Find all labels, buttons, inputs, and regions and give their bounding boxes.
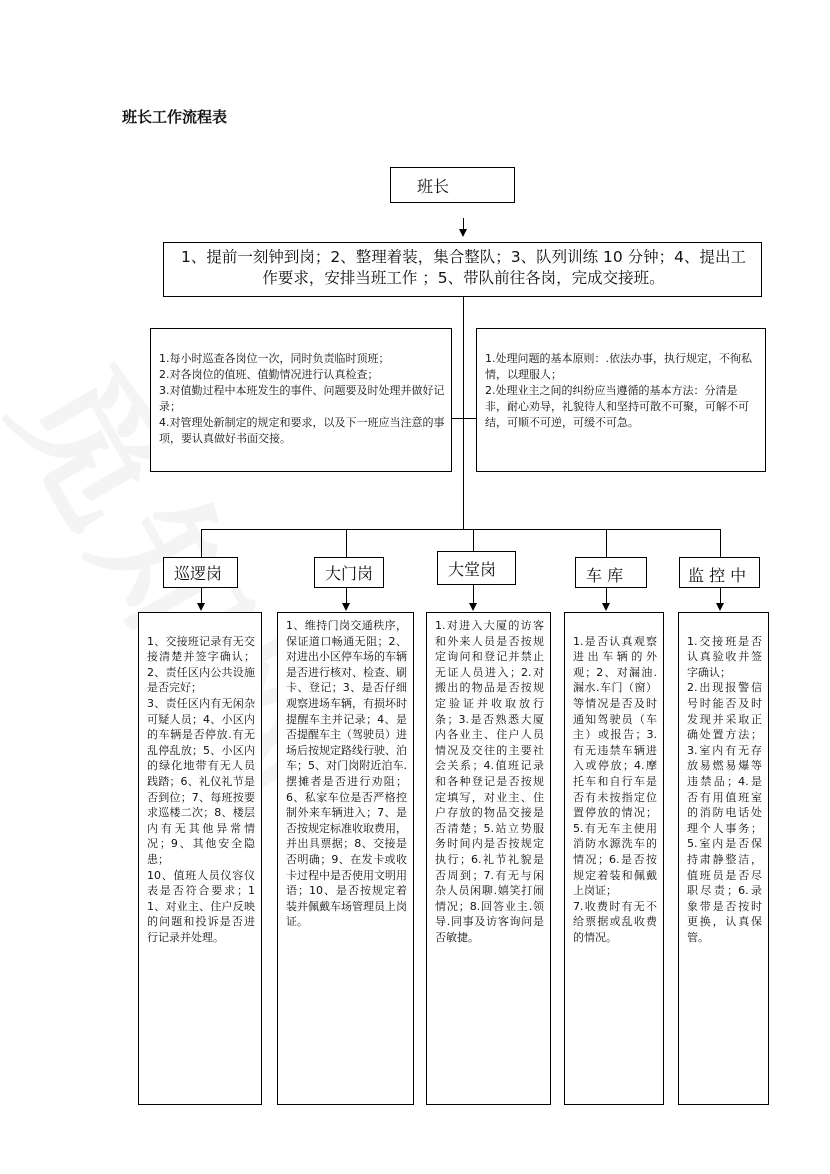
connector-line bbox=[201, 588, 202, 604]
intro-box bbox=[163, 242, 762, 297]
connector-line bbox=[346, 588, 347, 604]
post-lobby-label: 大堂岗 bbox=[448, 559, 497, 579]
post-monitor-center-duties bbox=[678, 612, 769, 1105]
post-patrol bbox=[163, 557, 238, 588]
intro-text: 1、提前一刻钟到岗；2、整理着装，集合整队；3、队列训练 10 分钟；4、提出工作要求，安排当班工作 ；5、带队前往各岗，完成交接班。 bbox=[180, 248, 747, 287]
post-lobby-duties bbox=[426, 612, 551, 1105]
node-monitor-label: 班长 bbox=[417, 176, 450, 196]
post-monitor-center bbox=[679, 557, 760, 588]
branch-drop-4 bbox=[606, 529, 607, 557]
branch-drop-3 bbox=[473, 529, 474, 551]
connector-line bbox=[463, 418, 476, 419]
post-monitor-center-label: 监 控 中 bbox=[688, 566, 747, 585]
connector-line bbox=[473, 585, 474, 604]
node-monitor bbox=[390, 167, 515, 203]
connector-line bbox=[720, 588, 721, 604]
post-gate bbox=[314, 557, 384, 588]
arrow-down-icon bbox=[342, 603, 350, 611]
left-duty-text: 1.每小时巡查各岗位一次，同时负责临时顶班； 2.对各岗位的值班、值勤情况进行认真检查； 3.对值勤过程中本班发生的事件、问题要及时处理并做好记录； 4.对管理处新制定的规定和要求，以及下一班应当注意的事项，要认真做好书面交接。 bbox=[159, 352, 445, 445]
arrow-down-icon bbox=[716, 603, 724, 611]
post-lobby bbox=[437, 551, 516, 585]
post-lobby-duties-text: 1.对进入大厦的访客和外来人员是否按规定询问和登记并禁止无证人员进入；2.对搬出的物品是否按规定验证并收取放行条；3.是否熟悉大厦内各业主、住户人员情况及交往的主要社会关系；4.值班记录和各种登记是否按规定填写，对业主、住户存放的物品交接是否清楚；5.站立势服务时间内是否按规定执行；6.礼节礼貌是否周到；7.有无与闲杂人员闲聊.嬉笑打闹情况；8.回答业主.领导.同事及访客询问是否敏捷。 bbox=[435, 619, 544, 944]
arrow-down-icon bbox=[469, 603, 477, 611]
branch-drop-5 bbox=[720, 529, 721, 557]
post-garage-duties-text: 1.是否认真观察进出车辆的外观；2、对漏油.漏水.车门（窗）等情况是否及时通知驾驶员（车主）或报告；3.有无违禁车辆进入或停放；4.摩托车和自行车是否有未按指定位置停放的情况；5.有无车主使用消防水源洗车的情况；6.是否按规定着装和佩戴上岗证； 7.收费时有无不给票据或乱收费的情况。 bbox=[573, 634, 657, 944]
post-patrol-duties-text: 1、交接班记录有无交接清楚并签字确认；2、责任区内公共设施是否完好； 3、责任区内有无闲杂可疑人员；4、小区内的车辆是否停放.有无乱停乱放；5、小区内的绿化地带有无人员践踏；6、礼仪礼节是否到位；7、每班按要求巡楼二次；8、楼层内有无其他异常情况；9、其他安全隐患； 10、值班人员仪容仪表是否符合要求；11、对业主、住户反映的问题和投诉是否进行记录并处理。 bbox=[147, 634, 255, 944]
arrow-down-icon bbox=[459, 229, 467, 237]
trunk-line bbox=[463, 297, 464, 529]
post-gate-label: 大门岗 bbox=[325, 564, 374, 583]
post-patrol-label: 巡逻岗 bbox=[174, 564, 223, 583]
branch-drop-2 bbox=[346, 529, 347, 557]
post-garage bbox=[575, 557, 647, 588]
post-garage-label: 车 库 bbox=[586, 566, 624, 585]
arrow-down-icon bbox=[197, 603, 205, 611]
right-principle-text: 1.处理问题的基本原则：.依法办事，执行规定，不徇私情，以理服人； 2.处理业主之间的纠纷应当遵循的基本方法：分清是非，耐心劝导，礼貌待人和坚持可散不可聚，可解不可结，可顺不可逆，可缓不可急。 bbox=[485, 352, 752, 429]
post-gate-duties-text: 1、维持门岗交通秩序，保证道口畅通无阻；2、对进出小区停车场的车辆是否进行核对、检查、刷卡、登记；3、是否仔细观察进场车辆，有损坏时提醒车主并记录；4、是否提醒车主（驾驶员）进场后按规定路线行驶、泊车；5、对门岗附近泊车.摆摊者是否进行劝阻；6、私家车位是否严格控制外来车辆进入；7、是否按规定标准收取费用，并出具票据；8、交接是否明确；9、在发卡或收卡过程中是否使用文明用语；10、是否按规定着装并佩戴车场管理员上岗证。 bbox=[286, 619, 407, 929]
page-title: 班长工作流程表 bbox=[122, 108, 228, 126]
post-patrol-duties bbox=[138, 612, 262, 1105]
post-garage-duties bbox=[564, 612, 664, 1105]
branch-drop-1 bbox=[201, 529, 202, 557]
connector-line bbox=[606, 588, 607, 604]
post-gate-duties bbox=[277, 612, 414, 1105]
branch-line bbox=[201, 529, 721, 530]
right-principle-box bbox=[476, 328, 766, 472]
arrow-down-icon bbox=[602, 603, 610, 611]
left-duty-box bbox=[150, 328, 452, 472]
connector-line bbox=[452, 418, 463, 419]
post-monitor-center-duties-text: 1.交接班是否认真验收并签字确认； 2.出现报警信号时能否及时发现并采取正确处置方法；3.室内有无存放易燃易爆等违禁品；4.是否有用值班室的消防电话处理个人事务；5.室内是否保持肃静整洁，值班员是否尽职尽责；6.录象带是否按时更换，认真保管。 bbox=[687, 634, 762, 944]
